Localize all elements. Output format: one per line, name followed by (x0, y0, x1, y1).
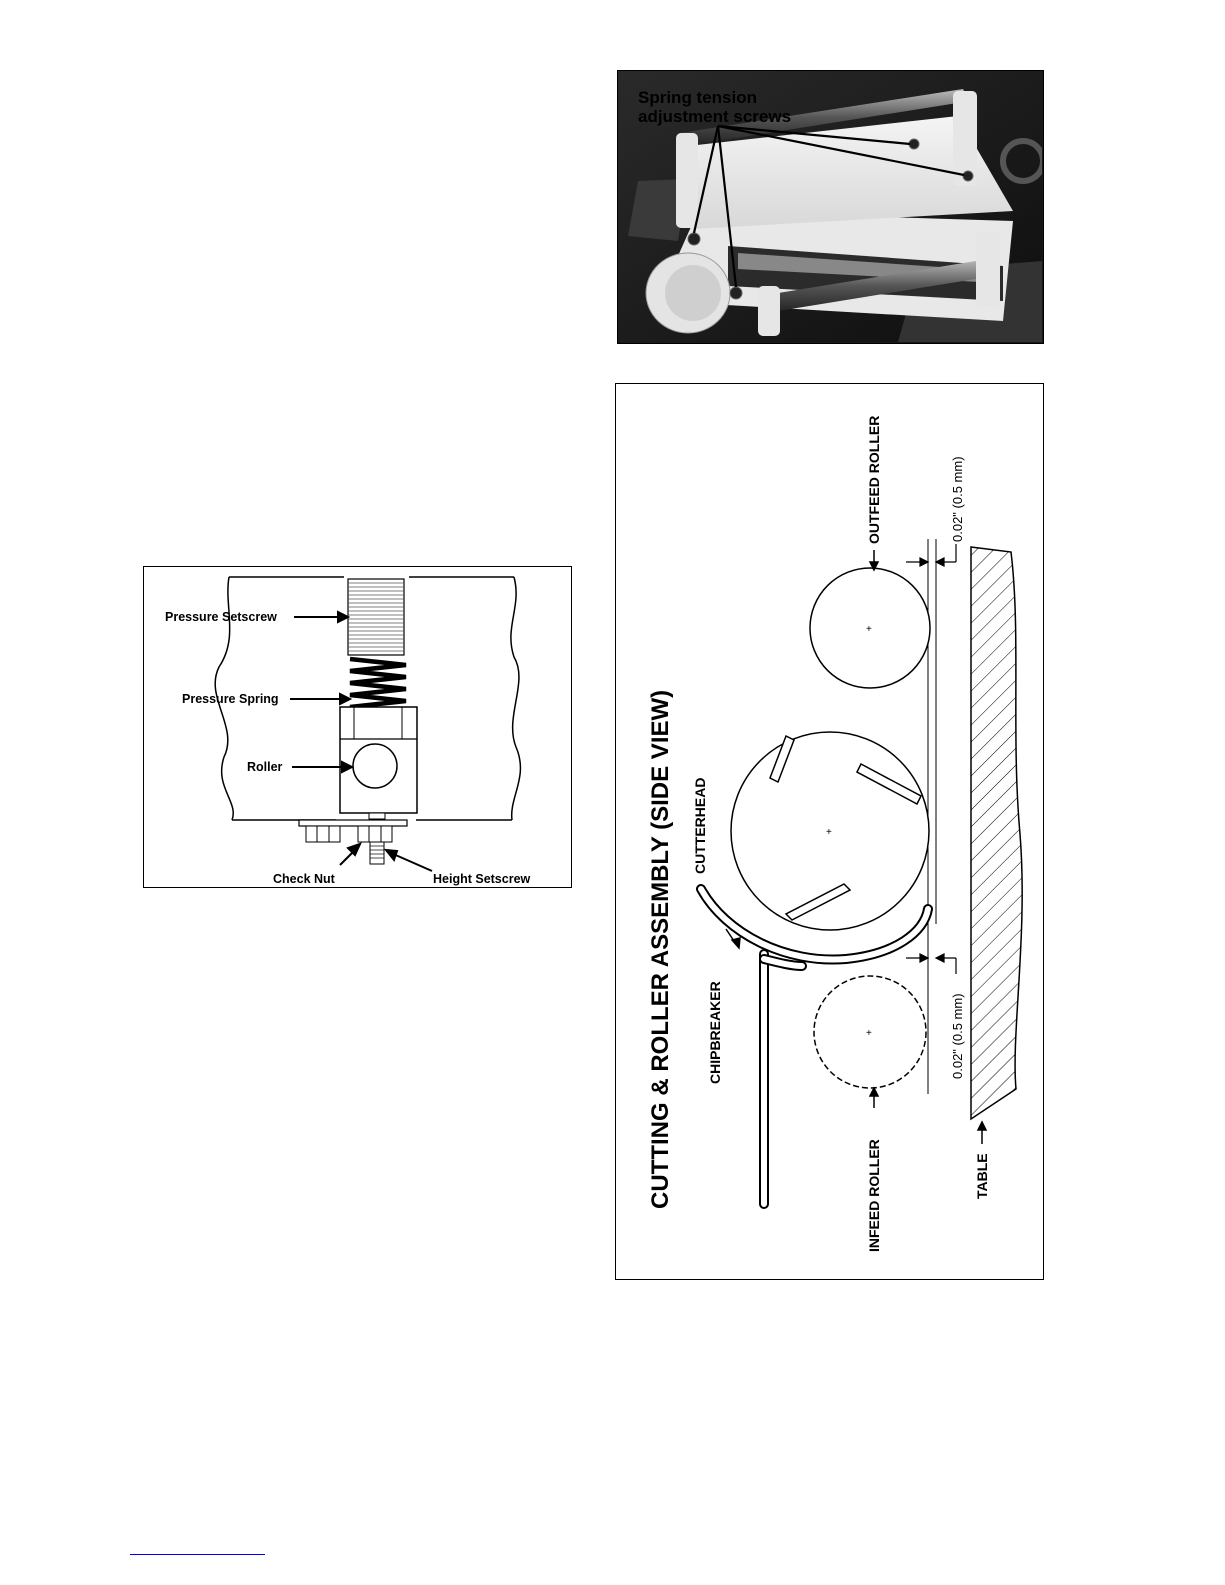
label-cutterhead: CUTTERHEAD (692, 777, 708, 874)
caption-line1: Spring tension (638, 88, 757, 107)
label-check-nut: Check Nut (273, 872, 335, 886)
roller-circle (353, 744, 397, 788)
label-outfeed-roller: OUTFEED ROLLER (866, 415, 882, 544)
bottom-rule (130, 1554, 265, 1555)
planer-photo-panel (617, 70, 1044, 344)
label-chipbreaker: CHIPBREAKER (707, 981, 723, 1084)
caption-line2: adjustment screws (638, 107, 792, 126)
label-infeed-roller: INFEED ROLLER (866, 1139, 882, 1252)
label-table: TABLE (974, 1153, 990, 1199)
label-pressure-setscrew: Pressure Setscrew (165, 610, 277, 624)
label-gap-top: 0.02" (0.5 mm) (950, 456, 965, 542)
roller-spring-diagram (143, 566, 572, 888)
label-roller: Roller (247, 760, 283, 774)
diagram-title: CUTTING & ROLLER ASSEMBLY (SIDE VIEW) (647, 689, 674, 1209)
svg-text:+: + (866, 1028, 872, 1039)
svg-text:+: + (826, 827, 832, 838)
planer-photo (618, 71, 1042, 342)
table-shape (971, 547, 1022, 1119)
cutting-roller-assembly-diagram (615, 383, 1044, 1280)
svg-text:+: + (866, 624, 872, 635)
label-height-setscrew: Height Setscrew (433, 872, 531, 886)
label-gap-bottom: 0.02" (0.5 mm) (950, 993, 965, 1079)
label-pressure-spring: Pressure Spring (182, 692, 279, 706)
